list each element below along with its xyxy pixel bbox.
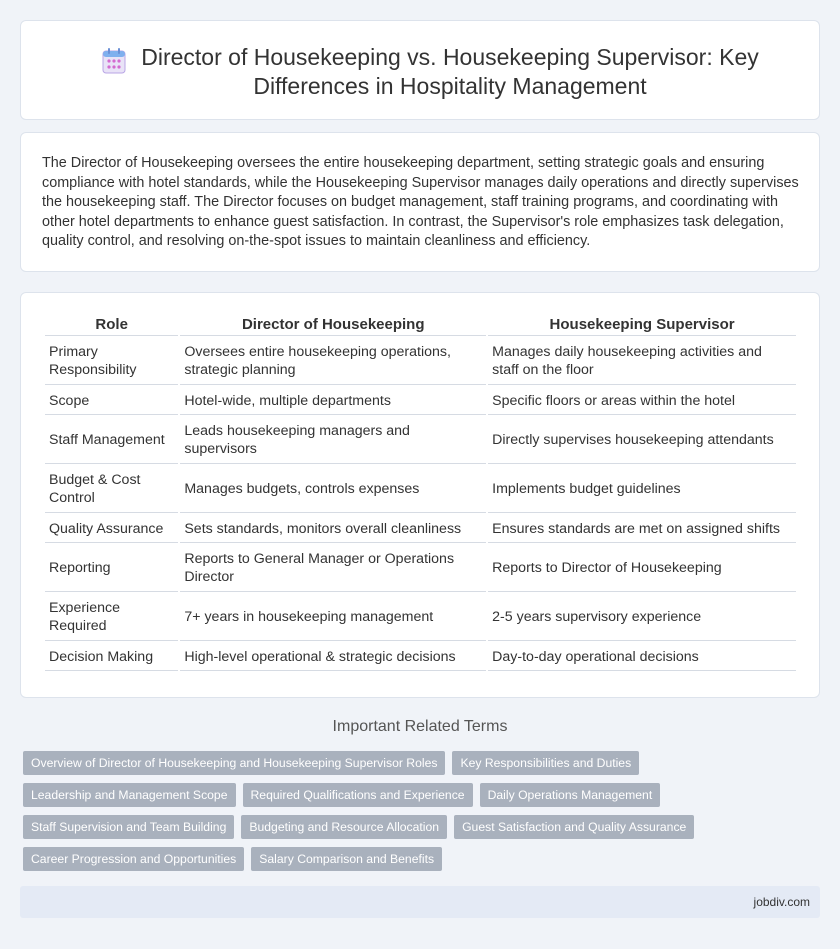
related-term-tag[interactable]: Guest Satisfaction and Quality Assurance	[454, 815, 694, 839]
column-header-role: Role	[45, 314, 178, 336]
intro-card	[20, 132, 820, 272]
related-term-tag[interactable]: Salary Comparison and Benefits	[251, 847, 442, 871]
supervisor-cell: Day-to-day operational decisions	[488, 643, 796, 671]
director-cell: 7+ years in housekeeping management	[180, 594, 486, 641]
supervisor-cell: Ensures standards are met on assigned shifts	[488, 515, 796, 543]
row-label: Reporting	[45, 545, 178, 592]
table-row	[45, 466, 796, 513]
column-header-supervisor: Housekeeping Supervisor	[488, 314, 796, 336]
comparison-table	[43, 312, 798, 673]
related-term-tag[interactable]: Staff Supervision and Team Building	[23, 815, 234, 839]
table-row	[45, 387, 796, 415]
table-row	[45, 338, 796, 385]
related-term-tag[interactable]: Required Qualifications and Experience	[243, 783, 473, 807]
supervisor-cell: Directly supervises housekeeping attendants	[488, 417, 796, 464]
director-cell: High-level operational & strategic decisions	[180, 643, 486, 671]
related-term-tag[interactable]: Key Responsibilities and Duties	[452, 751, 639, 775]
related-term-tag[interactable]: Overview of Director of Housekeeping and Housekeeping Supervisor Roles	[23, 751, 445, 775]
related-term-tag[interactable]: Leadership and Management Scope	[23, 783, 236, 807]
table-row	[45, 594, 796, 641]
table-row	[45, 417, 796, 464]
supervisor-cell: 2-5 years supervisory experience	[488, 594, 796, 641]
table-row	[45, 643, 796, 671]
supervisor-cell: Implements budget guidelines	[488, 466, 796, 513]
row-label: Budget & Cost Control	[45, 466, 178, 513]
row-label: Quality Assurance	[45, 515, 178, 543]
table-row	[45, 545, 796, 592]
related-terms-heading: Important Related Terms	[332, 718, 508, 735]
footer-site-link[interactable]: jobdiv.com	[753, 895, 810, 909]
supervisor-cell: Manages daily housekeeping activities and staff on the floor	[488, 338, 796, 385]
comparison-table-card	[20, 292, 820, 698]
row-label: Scope	[45, 387, 178, 415]
director-cell: Sets standards, monitors overall cleanliness	[180, 515, 486, 543]
table-row	[45, 515, 796, 543]
related-terms-tags	[23, 751, 803, 879]
director-cell: Leads housekeeping managers and supervisors	[180, 417, 486, 464]
supervisor-cell: Reports to Director of Housekeeping	[488, 545, 796, 592]
row-label: Primary Responsibility	[45, 338, 178, 385]
intro-paragraph: The Director of Housekeeping oversees the entire housekeeping department, setting strategic goals and ensuring compliance with hotel standards, while the Housekeeping Supervisor manages daily operations and directly supervises the housekeeping staff. The Director focuses on budget management, staff training programs, and coordinating with other hotel departments to enhance guest satisfaction. In contrast, the Supervisor's role emphasizes task delegation, quality control, and resolving on-the-spot issues to maintain cleanliness and efficiency.	[42, 155, 799, 250]
director-cell: Oversees entire housekeeping operations, strategic planning	[180, 338, 486, 385]
director-cell: Reports to General Manager or Operations Director	[180, 545, 486, 592]
director-cell: Hotel-wide, multiple departments	[180, 387, 486, 415]
supervisor-cell: Specific floors or areas within the hotel	[488, 387, 796, 415]
related-term-tag[interactable]: Daily Operations Management	[480, 783, 661, 807]
related-term-tag[interactable]: Budgeting and Resource Allocation	[241, 815, 447, 839]
row-label: Experience Required	[45, 594, 178, 641]
column-header-director: Director of Housekeeping	[180, 314, 486, 336]
row-label: Decision Making	[45, 643, 178, 671]
footer	[20, 886, 820, 918]
page-title: Director of Housekeeping vs. Housekeeping Supervisor: Key Differences in Hospitality Management	[141, 44, 759, 99]
related-term-tag[interactable]: Career Progression and Opportunities	[23, 847, 244, 871]
director-cell: Manages budgets, controls expenses	[180, 466, 486, 513]
title-card	[20, 20, 820, 120]
table-header-row	[45, 314, 796, 336]
row-label: Staff Management	[45, 417, 178, 464]
